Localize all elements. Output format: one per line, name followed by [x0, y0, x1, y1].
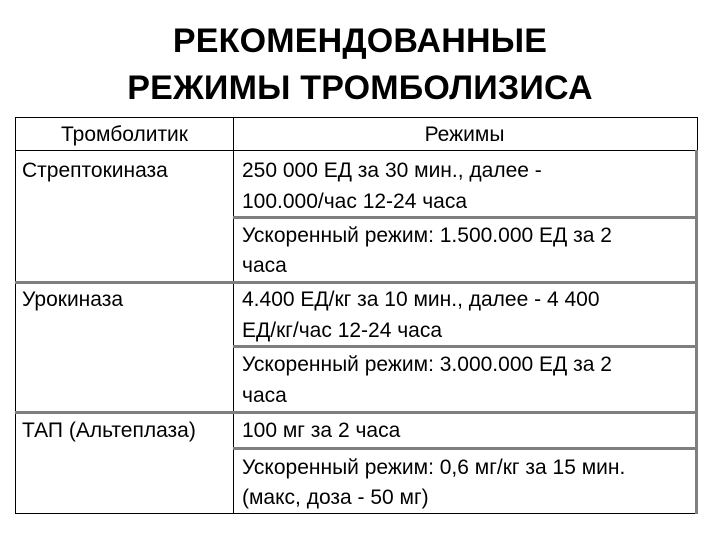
regimen-urokinase-line-1: 4.400 ЕД/кг за 10 мин., далее - 4 400: [242, 288, 600, 311]
accelerated-streptokinase-line-1: Ускоренный режим: 1.500.000 ЕД за 2: [242, 224, 612, 247]
drug-urokinase: Урокиназа: [22, 288, 124, 311]
accelerated-urokinase-line-1: Ускоренный режим: 3.000.000 ЕД за 2: [242, 353, 612, 376]
slide-title-line-2: РЕЖИМЫ ТРОМБОЛИЗИСА: [127, 69, 593, 107]
accelerated-tpa-line-2: (макс, доза - 50 мг): [242, 486, 429, 509]
regimen-urokinase-line-2: ЕД/кг/час 12-24 часа: [242, 319, 443, 342]
table-border-left: [15, 117, 16, 514]
row-divider-tpa: [15, 411, 698, 414]
accelerated-streptokinase-line-2: часа: [242, 254, 287, 277]
table-column-divider: [233, 117, 234, 514]
row-divider-tpa-accelerated: [233, 447, 698, 450]
drug-streptokinase: Стрептокиназа: [22, 159, 168, 182]
regimen-streptokinase-line-1: 250 000 ЕД за 30 мин., далее -: [242, 159, 542, 182]
regimen-tpa-line-1: 100 мг за 2 часа: [242, 419, 401, 442]
table-border-top: [15, 117, 698, 118]
table-right-shadow: [695, 150, 698, 514]
slide-title-line-1: РЕКОМЕНДОВАННЫЕ: [172, 22, 548, 60]
header-regimens: Режимы: [424, 123, 505, 146]
accelerated-urokinase-line-2: часа: [242, 384, 287, 407]
regimen-streptokinase-line-2: 100.000/час 12-24 часа: [242, 190, 468, 213]
slide-title: [0, 18, 720, 112]
header-drug: Тромболитик: [61, 123, 188, 146]
accelerated-tpa-line-1: Ускоренный режим: 0,6 мг/кг за 15 мин.: [242, 456, 626, 479]
drug-tpa-alteplase: ТАП (Альтеплаза): [22, 419, 196, 442]
